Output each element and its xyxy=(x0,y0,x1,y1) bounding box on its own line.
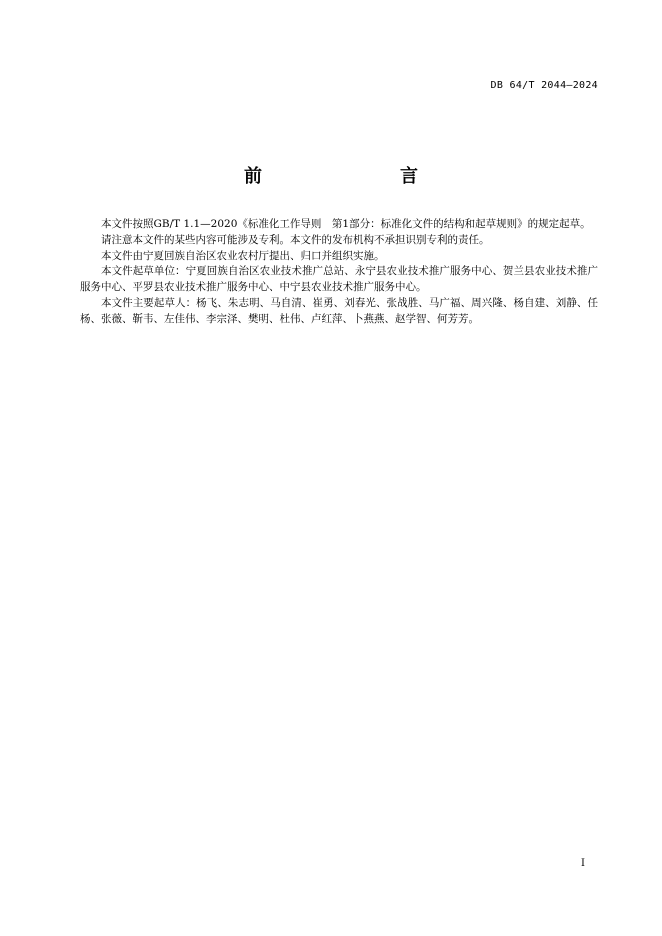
paragraph-patent-notice: 请注意本文件的某些内容可能涉及专利。本文件的发布机构不承担识别专利的责任。 xyxy=(101,233,490,246)
standard-code: DB 64/T 2044—2024 xyxy=(490,80,598,91)
page-number: I xyxy=(581,858,585,869)
paragraph-drafters: 本文件主要起草人：杨飞、朱志明、马自清、崔勇、刘春光、张战胜、马广福、周兴隆、杨自建、刘静、任杨、张薇、靳韦、左佳伟、李宗泽、樊明、杜伟、卢红萍、卜燕燕、赵学智、何芳芳。 xyxy=(80,296,598,325)
foreword-body xyxy=(80,217,598,328)
paragraph-drafting-rules: 本文件按照GB/T 1.1—2020《标准化工作导则 第1部分：标准化文件的结构和起草规则》的规定起草。 xyxy=(101,218,591,230)
paragraph-drafting-units: 本文件起草单位：宁夏回族自治区农业技术推广总站、永宁县农业技术推广服务中心、贺兰县农业技术推广服务中心、平罗县农业技术推广服务中心、中宁县农业技术推广服务中心。 xyxy=(80,265,598,294)
section-title: 前 言 xyxy=(244,166,452,187)
paragraph-proposer: 本文件由宁夏回族自治区农业农村厅提出、归口并组织实施。 xyxy=(101,249,385,262)
